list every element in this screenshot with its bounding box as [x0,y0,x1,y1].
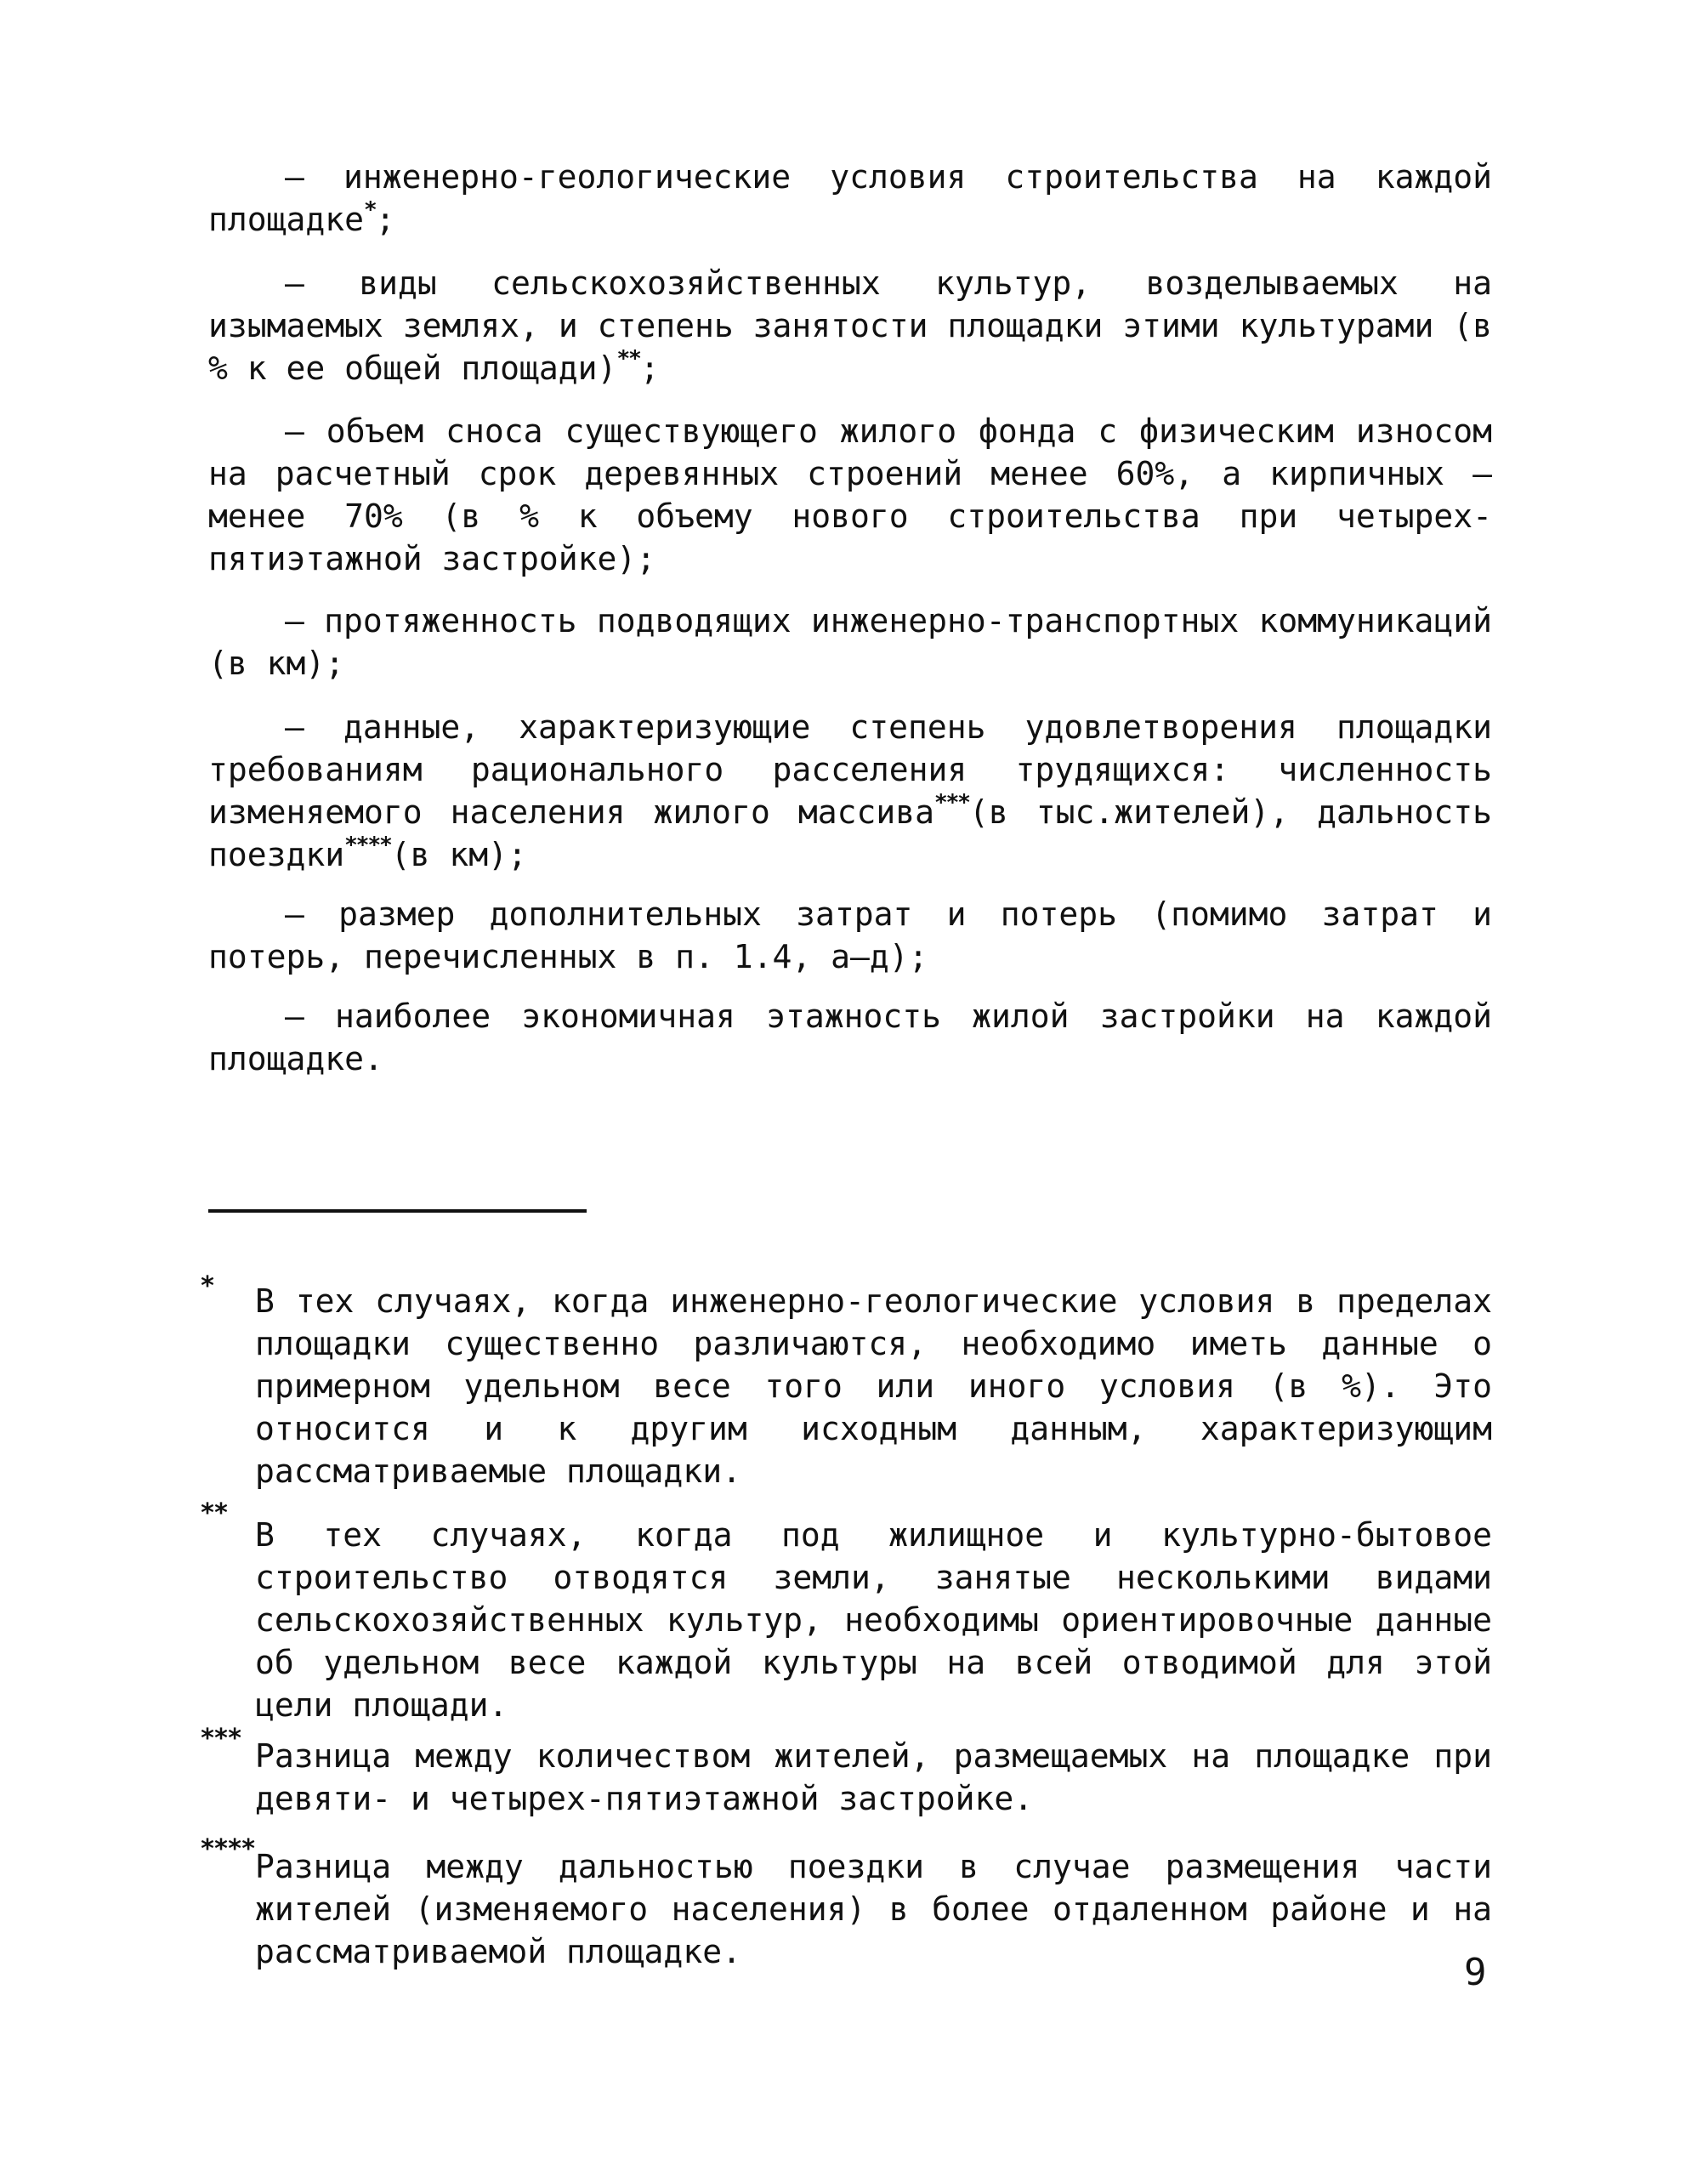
paragraph-text: – объем сноса существующего жилого фонда с физическим износом на расчетный срок деревянных строений менее 60%, а кирпичных – менее 70% (в % к объему нового строительства при четырех-пятиэтажной застройке); [208,412,1492,577]
footnote-3: Разница между количеством жителей, размещаемых на площадке при девяти- и четырех-пятиэтажной застройке. [255,1737,1492,1817]
footnote-marker[interactable]: * [364,197,376,223]
paragraph-text: (в км); [390,836,527,873]
paragraph-tail: ; [375,201,395,238]
footnote-separator [208,1209,587,1213]
footnote-4: Разница между дальностью поездки в случае размещения части жителей (изменяемого населения) в более отдаленном районе и на рассматриваемой площадке. [255,1848,1492,1970]
paragraph-text: – инженерно-геологические условия строительства на каждой площадке [208,158,1492,238]
footnote-marker[interactable]: ** [616,346,640,372]
paragraph-text: – виды сельскохозяйственных культур, возделываемых на изымаемых землях, и степень занятости площадки этими культурами (в % к ее общей площади) [208,264,1492,387]
paragraph-utilities [208,600,1492,685]
paragraph-text: – наиболее экономичная этажность жилой застройки на каждой площадке. [208,998,1492,1077]
paragraph-crops [208,262,1492,389]
footnote-marker[interactable]: **** [344,833,391,858]
page-number: 9 [1464,1951,1487,1994]
paragraph-demolition [208,410,1492,580]
paragraph-text: (в тыс.жителей), дальность поездки [208,793,1493,873]
footnote-label: * [200,1271,214,1301]
paragraph-text: – протяженность подводящих инженерно-транспортных коммуникаций (в км); [208,602,1492,682]
footnote-label: **** [200,1834,255,1864]
footnote-1: В тех случаях, когда инженерно-геологические условия в пределах площадки существенно различаются, необходимо иметь данные о примерном удельном весе того или иного условия (в %). Это относится и к другим исходным данным, характеризующим рассматриваемые площадки. [255,1282,1492,1490]
paragraph-extra-costs [208,893,1492,978]
footnote-2: В тех случаях, когда под жилищное и культурно-бытовое строительство отводятся земли, занятые несколькими видами сельскохозяйственных культур, необходимы ориентировочные данные об удельном весе каждой культуры на всей отводимой для этой цели площади. [255,1516,1492,1724]
paragraph-text: – данные, характеризующие степень удовлетворения площадки требованиям рационального расселения трудящихся: численность изменяемого населения жилого массива [208,708,1492,831]
paragraph-text: – размер дополнительных затрат и потерь (помимо затрат и потерь, перечисленных в п. 1.4, а–д); [208,895,1492,975]
footnote-marker[interactable]: *** [933,790,969,816]
paragraph-settlement [208,706,1492,876]
paragraph-tail: ; [639,350,660,387]
footnote-label: ** [200,1498,228,1528]
footnote-label: *** [200,1724,241,1754]
paragraph-floors [208,995,1492,1080]
paragraph-geology [208,156,1492,241]
